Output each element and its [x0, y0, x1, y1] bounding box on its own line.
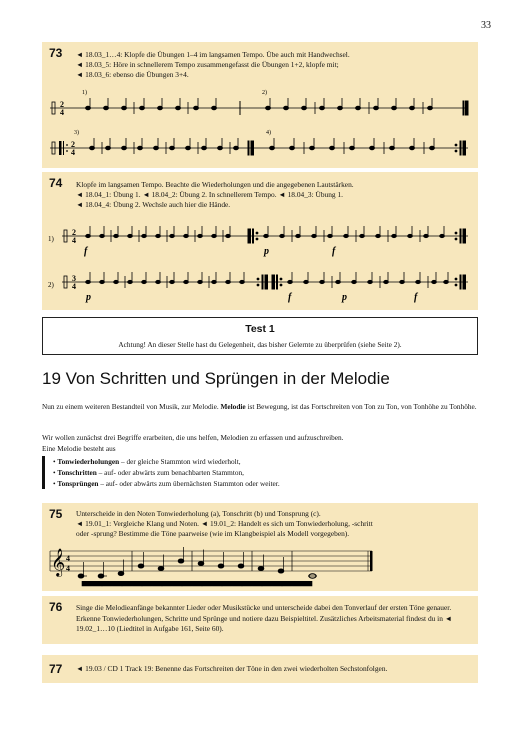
svg-text:4: 4 [72, 282, 76, 291]
rhythm-notes-group [86, 98, 468, 115]
exercise-label: 2) [262, 90, 267, 96]
answer-brackets [82, 581, 312, 586]
exercise-number: 76 [49, 600, 63, 614]
exercise-label: 1) [82, 90, 87, 96]
text-run: Nun zu einem weiteren Bestandteil von Musik, zur Melodie. [42, 402, 221, 411]
paragraph: Wir wollen zunächst drei Begriffe erarbeiten, die uns helfen, Melodien zu erfassen und aufzuschreiben. [42, 433, 344, 442]
test-text: Achtung! An dieser Stelle hast du Gelegenheit, das bisher Gelernte zu überprüfen (siehe Seite 2). [118, 340, 402, 349]
dynamic-mark: p [86, 292, 91, 303]
test-title: Test 1 [245, 323, 275, 335]
exercise-text-line: ◄ 18.03_1…4: Klopfe die Übungen 1–4 im langsamen Tempo. Übe auch mit Handwechsel. [76, 50, 350, 59]
exercise-text-line: ◄ 18.03_6: ebenso die Übungen 3+4. [76, 70, 189, 79]
rhythm-notes-group [86, 272, 466, 289]
exercise-number: 74 [49, 176, 63, 190]
rhythm-notes-group [90, 138, 466, 155]
exercise-number: 73 [49, 46, 63, 60]
svg-text:4: 4 [71, 148, 75, 157]
exercise-number: 75 [49, 507, 63, 521]
exercise-text-line: ◄ 18.04_4: Übung 2. Wechsle auch hier die Hände. [76, 200, 231, 209]
melody-notes-group [78, 547, 317, 578]
list-item: • Tonschritten – auf- oder abwärts zum benachbarten Stammton, [53, 468, 244, 477]
treble-clef-icon: 𝄞 [51, 548, 66, 576]
paragraph: Eine Melodie besteht aus [42, 444, 116, 453]
rhythm-notes-group [86, 226, 466, 243]
svg-text:4: 4 [66, 564, 70, 573]
dynamic-mark: f [414, 292, 418, 303]
rhythm-staff-73-row1 [42, 86, 478, 122]
list-item: • Tonwiederholungen – der gleiche Stammton wird wiederholt, [53, 457, 241, 466]
page-number: 33 [481, 20, 491, 31]
rhythm-staff-74-row2 [42, 262, 478, 306]
text-run: ist Bewegung, ist das Fortschreiten von Ton zu Ton, von Tonhöhe zu Tonhöhe. [245, 402, 477, 411]
exercise-number: 77 [49, 662, 63, 676]
exercise-text-line: Klopfe im langsamen Tempo. Beachte die Wiederholungen und die angegebenen Lautstärken. [76, 180, 354, 189]
melody-staff-75 [42, 539, 478, 591]
list-item: • Tonsprüngen – auf- oder abwärts zum übernächsten Stammton oder weiter. [53, 479, 280, 488]
svg-text:4: 4 [60, 108, 64, 117]
svg-text:2: 2 [71, 140, 75, 149]
rhythm-staff-73-row2 [42, 126, 478, 162]
exercise-text-line: ◄ 18.03_5: Höre in schnellerem Tempo zusammengefasst die Übungen 1+2, klopfe mit; [76, 60, 339, 69]
svg-text:3: 3 [72, 274, 76, 283]
exercise-76-box [42, 596, 478, 644]
exercise-text-line: Unterscheide in den Noten Tonwiederholung (a), Tonschritt (b) und Tonsprung (c). [76, 509, 321, 518]
svg-text:2: 2 [60, 100, 64, 109]
dynamic-mark: p [264, 246, 269, 257]
svg-text:2: 2 [72, 228, 76, 237]
exercise-text: Singe die Melodieanfänge bekannter Lieder oder Musikstücke und unterscheide dabei den Tonverlauf der ersten Töne genauer. Erkenne Tonwiederholungen, Schritte und Sprünge und notiere dazu Beispieltitel. Zusätzliches Arbeitsmaterial findest du in ◄ 19.02_1…10 (Liedtitel in Aufgabe 161, Seite 60). [76, 603, 453, 633]
exercise-text-line: ◄ 18.04_1: Übung 1. ◄ 18.04_2: Übung 2. In schnellerem Tempo. ◄ 18.04_3: Übung 1. [76, 190, 344, 199]
svg-text:4: 4 [66, 554, 70, 563]
chapter-heading: 19 Von Schritten und Sprüngen in der Melodie [42, 369, 390, 388]
exercise-77-box [42, 655, 478, 683]
dynamic-mark: p [342, 292, 347, 303]
exercise-73-box [42, 42, 478, 168]
exercise-75-box [42, 503, 478, 591]
definition-list [42, 456, 280, 489]
dynamic-mark: f [84, 246, 88, 257]
exercise-text: ◄ 19.03 / CD 1 Track 19: Benenne das Fortschreiten der Töne in den zwei wiederholten Sechstonfolgen. [76, 664, 388, 673]
svg-text:4: 4 [72, 236, 76, 245]
row-label: 2) [48, 281, 54, 289]
test-box [42, 317, 478, 355]
rhythm-staff-74-row1 [42, 216, 478, 260]
dynamic-mark: f [288, 292, 292, 303]
exercise-text-line: oder -sprung? Bestimme die Töne paarweise (wie im Klangbeispiel als Modell vorgegeben). [76, 529, 350, 538]
dynamic-mark: f [332, 246, 336, 257]
exercise-label: 3) [74, 130, 79, 136]
intro-paragraph [42, 402, 478, 413]
row-label: 1) [48, 235, 54, 243]
exercise-text-line: ◄ 19.01_1: Vergleiche Klang und Noten. ◄ 19.01_2: Handelt es sich um Tonwiederholung, -schritt [76, 519, 373, 528]
exercise-74-box [42, 172, 478, 310]
text-bold: Melodie [220, 402, 246, 411]
exercise-label: 4) [266, 130, 271, 136]
